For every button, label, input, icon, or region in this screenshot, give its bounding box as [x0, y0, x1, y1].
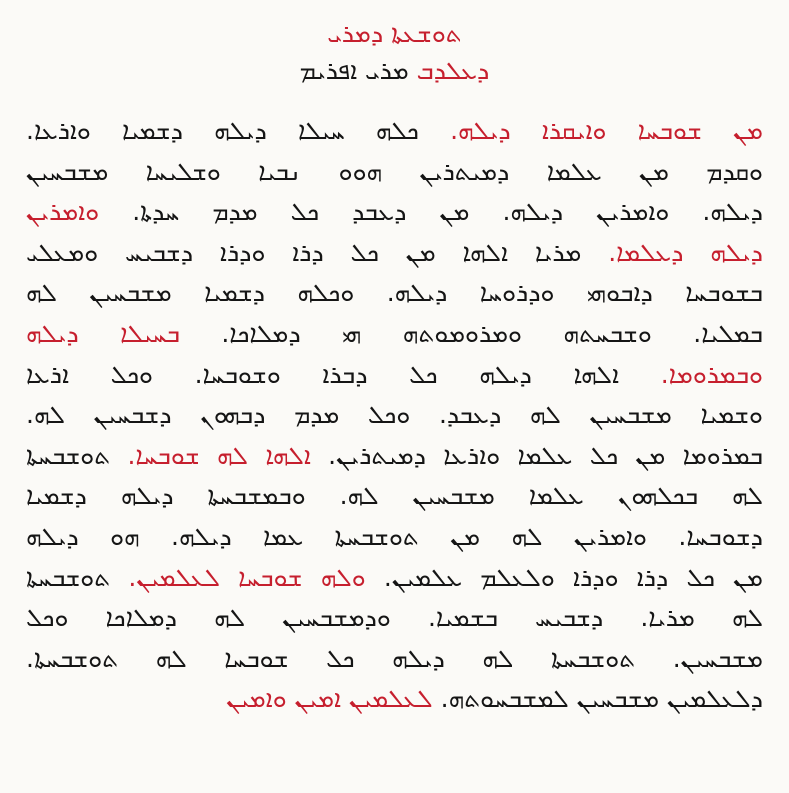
manuscript-line [26, 192, 763, 233]
line-text: ܐܠܗܐ ܕܝܠܗ ܟܠ ܕܒܪܐ ܘܫܘܒܚܐ. ܘܟܠ ܐܪܥܐ [26, 359, 620, 389]
rubric-text: ܘܒܡܪܘܡܐ. [660, 359, 763, 389]
line-text: ܒܡܪܘܡܐ ܡܢ ܟܠ ܥܠܡܐ ܘܐܪܥܐ ܕܡܝܬܪܝܢ. [328, 440, 763, 470]
line-text: ܡܢ ܟܠ ܕܪܐ ܘܕܪܐ ܘܠܥܠܡ ܥܠܡܝܢ. [383, 562, 763, 592]
heading-subtitle-red: ܕܥܠܕܒ [416, 56, 490, 85]
line-text: ܬܘܫܒܚܬܐ [26, 562, 111, 592]
line-text: ܠܗ ܡܪܝܐ. ܕܫܒܝܚ ܒܫܡܝܐ. ܘܕܡܫܒܚܝܢ ܠܗ ܕܡܠܐܟܐ ܘܟܠ [26, 603, 763, 633]
manuscript-line [26, 436, 763, 477]
line-text: ܠܗ ܒܟܠܗܘܢ ܥܠܡܐ ܡܫܒܚܝܢ ܠܗ. ܘܒܡܫܒܚܬܐ ܕܝܠܗ ܕܫܡܝܐ [26, 481, 763, 511]
manuscript-line [26, 314, 763, 355]
manuscript-line [26, 679, 763, 720]
line-text: ܬܘܫܒܚܬܐ [26, 440, 111, 470]
manuscript-line [26, 233, 763, 274]
manuscript-line [26, 639, 763, 680]
rubric-text: ܐܠܗܐ ܠܗ ܫܘܒܚܐ. [127, 440, 311, 470]
line-text: ܘܫܡܝܐ ܡܫܒܚܝܢ ܠܗ ܕܥܒܕ. ܘܟܠ ܡܕܡ ܕܒܗܘܢ ܕܫܒܚܝܢ ܠܗ. [26, 400, 763, 430]
rubric-text: ܘܐܡܪܝܢ [26, 197, 100, 227]
heading-subtitle [26, 55, 763, 103]
line-text: ܕܝܠܗ. ܘܐܡܪܝܢ ܕܝܠܗ. ܡܢ ܕܥܒܕ ܟܠ ܡܕܡ ܚܕܬܐ. [132, 197, 763, 227]
manuscript-line [26, 598, 763, 639]
manuscript-line [26, 111, 763, 152]
manuscript-line [26, 558, 763, 599]
line-text: ܕܠܥܠܡܝܢ ܡܫܒܚܝܢ ܠܡܫܒܚܘܬܗ. [440, 684, 763, 714]
heading-title: ܬܘܫܥܬܐ ܕܡܪܝ [327, 19, 462, 48]
manuscript-line [26, 355, 763, 396]
rubric-text: ܒܚܝܠܐ ܕܝܠܗ [26, 318, 180, 348]
line-text: ܕܫܘܒܚܐ. ܘܐܡܪܝܢ ܠܗ ܡܢ ܬܘܫܒܚܬܐ ܥܡܐ ܕܝܠܗ. ܗܘ ܕܝܠܗ [26, 521, 763, 551]
manuscript-line [26, 476, 763, 517]
rubric-text: ܠܥܠܡܝܢ ܐܡܝܢ ܘܐܡܝܢ [226, 684, 433, 714]
manuscript-line [26, 395, 763, 436]
line-text: ܘܩܕܡ ܡܢ ܥܠܡܐ ܕܡܝܬܪܝܢ ܗܘܘ ܢܒܝܐ ܘܫܠܝܚܐ ܡܫܒܚܝܢ [26, 156, 763, 186]
line-text: ܡܫܒܚܝܢ. ܬܘܫܒܚܬܐ ܠܗ ܕܝܠܗ ܟܠ ܫܘܒܚܐ ܠܗ ܬܘܫܒܚܬܐ. [26, 643, 763, 673]
heading-subtitle-black: ܡܪܝ ܐܦܪܝܡ [299, 56, 409, 85]
rubric-text: ܘܠܗ ܫܘܒܚܐ ܠܥܠܡܝܢ. [128, 562, 366, 592]
manuscript-line [26, 152, 763, 193]
line-text: ܒܡܠܝܐ. ܘܫܒܚܬܗ ܘܡܪܘܡܘܬܗ ܗܝ ܕܡܠܐܟܐ. [221, 318, 763, 348]
rubric-text: ܕܝܠܗ ܕܥܠܡܐ. [608, 237, 763, 267]
line-text: ܒܫܘܒܚܐ ܕܐܒܘܗܝ ܘܕܪܘܚܐ ܕܝܠܗ. ܘܟܠܗ ܕܫܡܝܐ ܡܫܒܚܝܢ ܠܗ [26, 278, 763, 308]
manuscript-line [26, 273, 763, 314]
manuscript-text-block [26, 111, 763, 720]
manuscript-line [26, 517, 763, 558]
line-text: ܡܪܝܐ ܐܠܗܐ ܡܢ ܟܠ ܕܪܐ ܘܕܪܐ ܕܫܒܝܚ ܘܡܥܠܝ [26, 237, 582, 267]
rubric-text: ܡܢ ܫܘܒܚܐ ܘܐܝܩܪܐ ܕܝܠܗ. [450, 116, 763, 145]
line-text: ܟܠܗ ܚܝܠܐ ܕܝܠܗ ܕܫܡܝܐ ܘܐܪܥܐ. [26, 116, 419, 145]
